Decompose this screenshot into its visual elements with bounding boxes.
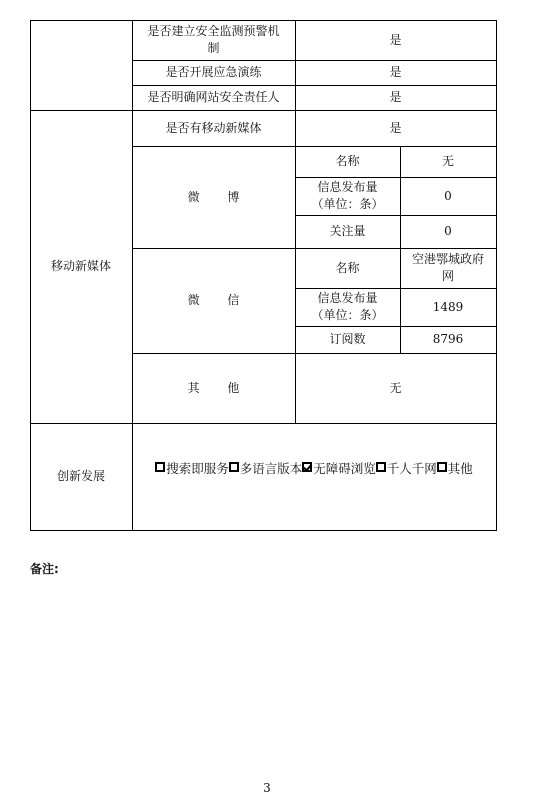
innovation-option-personalized[interactable] xyxy=(376,460,437,477)
weixin-name-value: 空港鄂城政府网 xyxy=(411,252,484,283)
weixin-name-label: 名称 xyxy=(335,260,360,275)
mobile-has-label: 是否有移动新媒体 xyxy=(165,120,262,135)
mobile-has-value: 是 xyxy=(389,120,402,135)
weixin-subs-value: 8796 xyxy=(432,332,464,346)
weibo-name-value: 无 xyxy=(441,154,454,168)
other-label: 其 他 xyxy=(187,380,252,395)
weixin-posts-label: 信息发布量（单位：条） xyxy=(311,291,384,322)
weixin-subs-label: 订阅数 xyxy=(329,332,366,346)
innovation-options xyxy=(132,423,496,513)
page-number: 3 xyxy=(263,781,271,795)
weibo-follow-value: 0 xyxy=(444,224,452,238)
responsible-value: 是 xyxy=(389,90,402,104)
weibo-posts-label: 信息发布量（单位：条） xyxy=(311,180,384,211)
other-value: 无 xyxy=(389,380,402,395)
responsible-label: 是否明确网站安全责任人 xyxy=(147,90,280,104)
weibo-posts-value: 0 xyxy=(444,188,452,203)
weibo-name-label: 名称 xyxy=(335,154,360,168)
innovation-label: 创新发展 xyxy=(56,469,105,483)
innovation-option-multilang[interactable] xyxy=(229,460,303,477)
monitoring-label: 是否建立安全监测预警机制 xyxy=(147,24,280,55)
remarks-label: 备注: xyxy=(30,562,59,576)
weixin-posts-value: 1489 xyxy=(432,299,464,314)
innovation-option-other[interactable] xyxy=(437,460,473,477)
checkbox-checked-icon[interactable] xyxy=(302,462,312,472)
innovation-option-search[interactable] xyxy=(155,460,229,477)
innovation-option-accessibility[interactable] xyxy=(302,460,376,477)
option-label: 无障碍浏览 xyxy=(313,460,376,476)
checkbox-icon[interactable] xyxy=(155,462,165,472)
option-label: 千人千网 xyxy=(386,460,437,476)
option-label: 搜索即服务 xyxy=(166,460,229,476)
option-label: 其他 xyxy=(447,460,473,476)
weibo-follow-label: 关注量 xyxy=(329,224,366,238)
drill-label: 是否开展应急演练 xyxy=(165,65,262,79)
checkbox-icon[interactable] xyxy=(376,462,386,472)
weixin-label: 微 信 xyxy=(187,293,252,307)
table-line xyxy=(30,530,497,531)
mobile-section-label: 移动新媒体 xyxy=(50,259,111,273)
monitoring-value: 是 xyxy=(389,32,402,47)
table-line xyxy=(496,20,497,530)
checkbox-icon[interactable] xyxy=(229,462,239,472)
drill-value: 是 xyxy=(389,65,402,79)
weibo-label: 微 博 xyxy=(187,189,252,204)
option-label: 多语言版本 xyxy=(239,460,303,476)
checkbox-icon[interactable] xyxy=(437,462,447,472)
